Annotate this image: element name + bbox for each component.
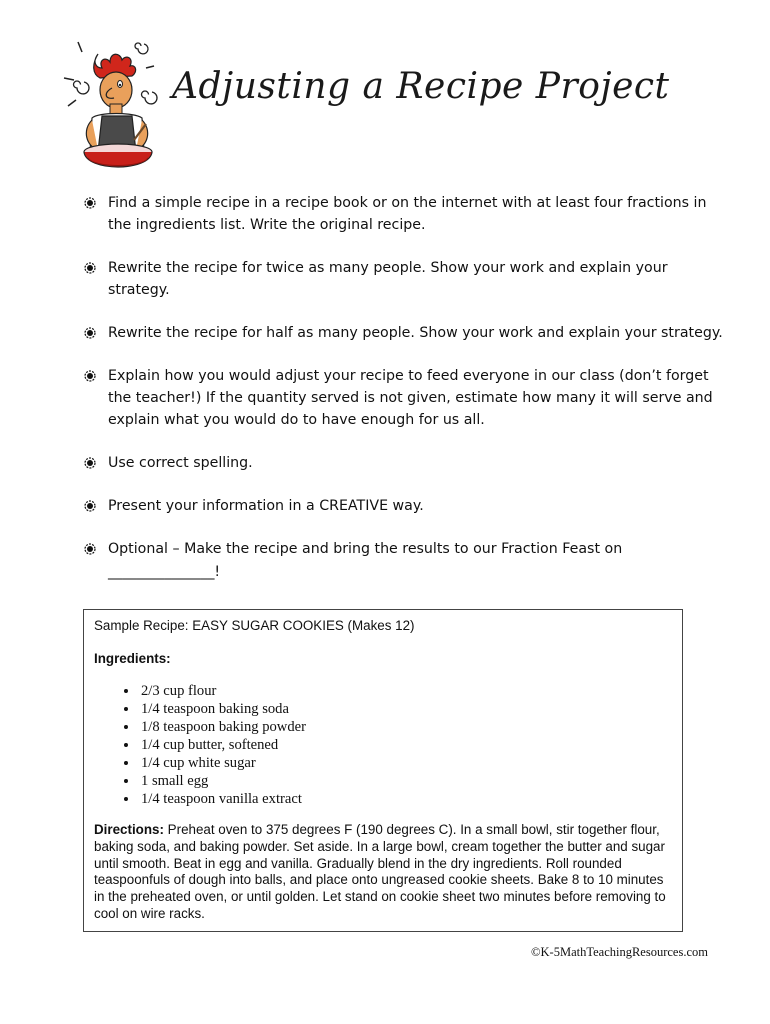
- sample-recipe-box: [83, 609, 683, 932]
- ingredient-item: • 1/4 cup butter, softened: [139, 736, 672, 754]
- chef-illustration: [58, 34, 176, 182]
- ingredients-heading: Ingredients:: [94, 651, 171, 666]
- task-item: Rewrite the recipe for half as many people. Show your work and explain your strategy.: [84, 322, 724, 344]
- directions-text: [94, 822, 672, 923]
- task-item: Explain how you would adjust your recipe to feed everyone in our class (don’t forget the teacher!) If the quantity served is not given, estimate how many it will serve and explain what you would do to have enough for us all.: [84, 365, 724, 431]
- flower-bullet-icon: [84, 370, 96, 382]
- task-item: Present your information in a CREATIVE way.: [84, 495, 724, 517]
- ingredient-item: • 2/3 cup flour: [139, 682, 672, 700]
- directions-body: Preheat oven to 375 degrees F (190 degrees C). In a small bowl, stir together flour, baking soda, and baking powder. Set aside. In a large bowl, cream together the butter and sugar until smooth. Beat in egg and vanilla. Gradually blend in the dry ingredients. Roll rounded teaspoonfuls of dough into balls, and place onto ungreased cookie sheets. Bake 8 to 10 minutes in the preheated oven, or until golden. Let stand on cookie sheet two minutes before removing to cool on wire racks.: [94, 822, 666, 921]
- feast-date-blank: _______________!: [108, 564, 221, 580]
- flower-bullet-icon: [84, 543, 96, 555]
- copyright-footer: ©K-5MathTeachingResources.com: [531, 945, 708, 959]
- flower-bullet-icon: [84, 262, 96, 274]
- directions-heading: Directions:: [94, 822, 164, 837]
- ingredient-item: • 1/4 cup white sugar: [139, 754, 672, 772]
- task-item: Find a simple recipe in a recipe book or on the internet with at least four fractions in the ingredients list. Write the original recipe.: [84, 192, 724, 236]
- flower-bullet-icon: [84, 500, 96, 512]
- flower-bullet-icon: [84, 197, 96, 209]
- flower-bullet-icon: [84, 327, 96, 339]
- ingredients-list: [94, 682, 672, 808]
- ingredient-item: • 1/4 teaspoon baking soda: [139, 700, 672, 718]
- ingredient-item: • 1 small egg: [139, 772, 672, 790]
- task-item: Optional – Make the recipe and bring the results to our Fraction Feast on _______________!: [84, 538, 724, 583]
- task-item: Use correct spelling.: [84, 452, 724, 474]
- task-item: Rewrite the recipe for twice as many people. Show your work and explain your strategy.: [84, 257, 724, 301]
- ingredient-item: • 1/8 teaspoon baking powder: [139, 718, 672, 736]
- sample-recipe-title: Sample Recipe: EASY SUGAR COOKIES (Makes 12): [94, 618, 415, 633]
- task-list: [84, 192, 724, 604]
- ingredient-item: • 1/4 teaspoon vanilla extract: [139, 790, 672, 808]
- flower-bullet-icon: [84, 457, 96, 469]
- page-title: Adjusting a Recipe Project: [172, 66, 670, 107]
